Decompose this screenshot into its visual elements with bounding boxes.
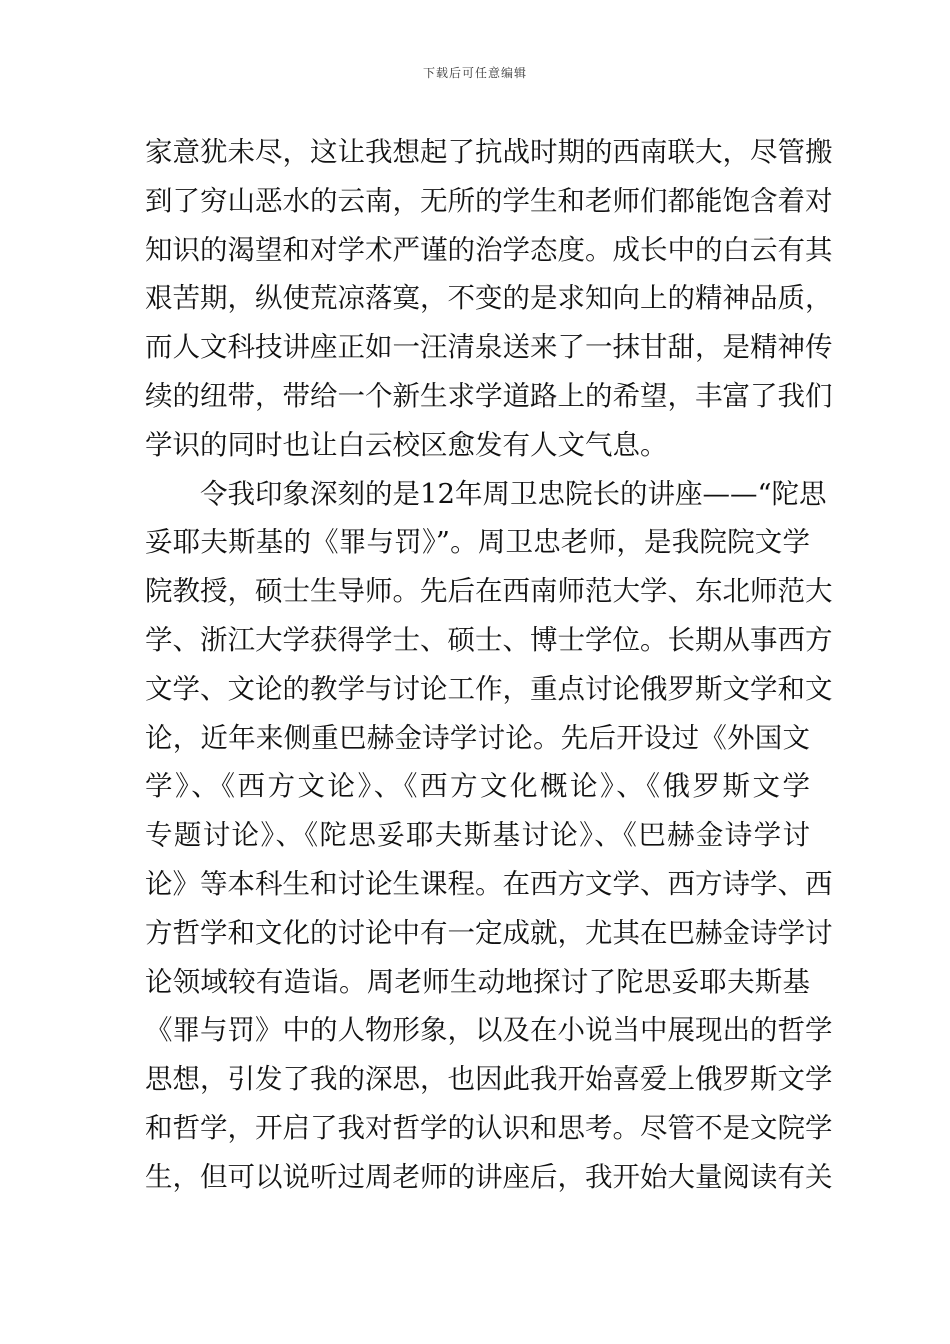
text-line: 知识的渴望和对学术严谨的治学态度。成长中的白云有其 xyxy=(145,233,833,266)
page-header: 下载后可任意编辑 xyxy=(422,66,527,80)
document-body xyxy=(145,128,833,1202)
text-line: 方哲学和文化的讨论中有一定成就，尤其在巴赫金诗学讨 xyxy=(145,916,833,949)
text-line: 论领域较有造诣。周老师生动地探讨了陀思妥耶夫斯基 xyxy=(145,965,810,998)
text-line: 学、浙江大学获得学士、硕士、博士学位。长期从事西方 xyxy=(145,623,833,656)
text-line: 思想，引发了我的深思，也因此我开始喜爱上俄罗斯文学 xyxy=(145,1063,833,1096)
text-line: 和哲学，开启了我对哲学的认识和思考。尽管不是文院学 xyxy=(145,1111,833,1144)
text-line: 学识的同时也让白云校区愈发有人文气息。 xyxy=(145,428,668,461)
text-line: 生，但可以说听过周老师的讲座后，我开始大量阅读有关 xyxy=(145,1160,833,1193)
text-line: 论，近年来侧重巴赫金诗学讨论。先后开设过《外国文 xyxy=(145,721,810,754)
text-line: 家意犹未尽，这让我想起了抗战时期的西南联大，尽管搬 xyxy=(145,136,833,168)
text-line: 文学、文论的教学与讨论工作，重点讨论俄罗斯文学和文 xyxy=(145,672,833,705)
text-line: 专题讨论》、《陀思妥耶夫斯基讨论》、《巴赫金诗学讨 xyxy=(145,819,810,852)
text-line: 妥耶夫斯基的《罪与罚》”。周卫忠老师，是我院院文学 xyxy=(145,526,810,559)
paragraph-start-line: 令我印象深刻的是12年周卫忠院长的讲座——“陀思 xyxy=(200,477,827,510)
text-line: 院教授，硕士生导师。先后在西南师范大学、东北师范大 xyxy=(145,575,833,608)
text-line: 到了穷山恶水的云南，无所的学生和老师们都能饱含着对 xyxy=(145,184,833,217)
text-line: 学》、《西方文论》、《西方文化概论》、《俄罗斯文学 xyxy=(145,770,810,803)
text-line: 而人文科技讲座正如一汪清泉送来了一抹甘甜，是精神传 xyxy=(145,331,833,364)
text-line: 艰苦期，纵使荒凉落寞，不变的是求知向上的精神品质， xyxy=(145,282,833,315)
text-line: 续的纽带，带给一个新生求学道路上的希望，丰富了我们 xyxy=(145,379,833,412)
text-line: 论》等本科生和讨论生课程。在西方文学、西方诗学、西 xyxy=(145,867,833,900)
text-line: 《罪与罚》中的人物形象，以及在小说当中展现出的哲学 xyxy=(145,1014,833,1047)
